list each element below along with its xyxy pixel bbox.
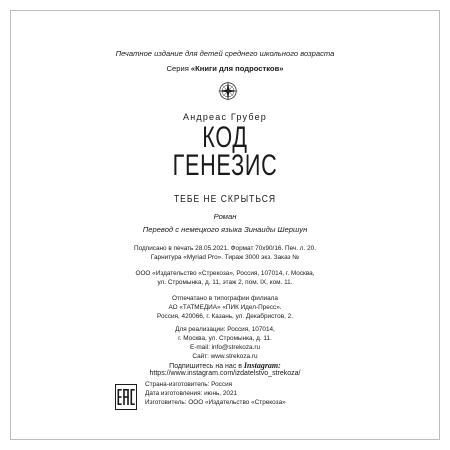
distribution-line: г. Москва, ул. Стромынка, д. 11. (178, 335, 272, 342)
book-imprint-page (10, 10, 440, 440)
book-subtitle: ТЕБЕ НЕ СКРЫТЬСЯ (173, 194, 277, 205)
printer-line: АО «ТАТМЕДИА» «ПИК Идел-Пресс». (168, 304, 282, 311)
edition-note: Печатное издание для детей среднего школьного возраста (115, 49, 335, 58)
compass-rose-logo-icon (217, 80, 239, 102)
printer-line: Отпечатано в типографии филиала (172, 295, 278, 302)
publisher-line: ООО «Издательство «Стрекоза», Россия, 107014, г. Москва, (135, 270, 315, 277)
imprint-block (11, 244, 439, 262)
printer-line: Россия, 420066, г. Казань, ул. Декабристов, 2. (157, 313, 293, 320)
instagram-brand: Instagram: (243, 361, 281, 370)
social-prefix: Подпишитесь на нас в (169, 363, 244, 370)
series-name: «Книги для подростков» (190, 64, 284, 73)
manufacturer-country: Страна-изготовитель: Россия (145, 381, 233, 388)
publisher-block (11, 269, 439, 287)
distribution-block (11, 325, 439, 361)
eac-certification-icon (115, 384, 137, 410)
social-block (11, 361, 439, 377)
publisher-line: ул. Стромынка, д. 11, этаж 2, пом. IX, ком. 11. (157, 279, 293, 286)
imprint-line: Подписано в печать 28.05.2021. Формат 70х90/16. Печ. л. 20. (134, 245, 316, 252)
translation-credit: Перевод с немецкого языка Зинаиды Шершун (142, 225, 308, 234)
imprint-line: Гарнитура «Myriad Pro». Тираж 3000 экз. Заказ № (150, 254, 300, 261)
book-title-line-1: КОД (202, 121, 248, 154)
email-line: E-mail: info@strekoza.ru (189, 344, 261, 351)
distribution-line: Для реализации: Россия, 107014, (175, 326, 275, 333)
series-line (11, 64, 439, 73)
series-prefix: Серия (166, 64, 191, 73)
book-title-line-2: ГЕНЕЗИС (172, 149, 278, 182)
website-line: Сайт: www.strekoza.ru (192, 353, 258, 360)
printer-block (11, 294, 439, 321)
manufacturing-date: Дата изготовления: июнь, 2021 (145, 390, 238, 397)
manufacturing-block (145, 380, 286, 407)
manufacturer-name: Изготовитель: ООО «Издательство «Стрекоза» (145, 399, 286, 406)
genre-label: Роман (213, 212, 237, 221)
instagram-url: https://www.instagram.com/izdatelstvo_strekoza/ (149, 370, 301, 377)
author-name: Андреас Грубер (183, 112, 267, 122)
